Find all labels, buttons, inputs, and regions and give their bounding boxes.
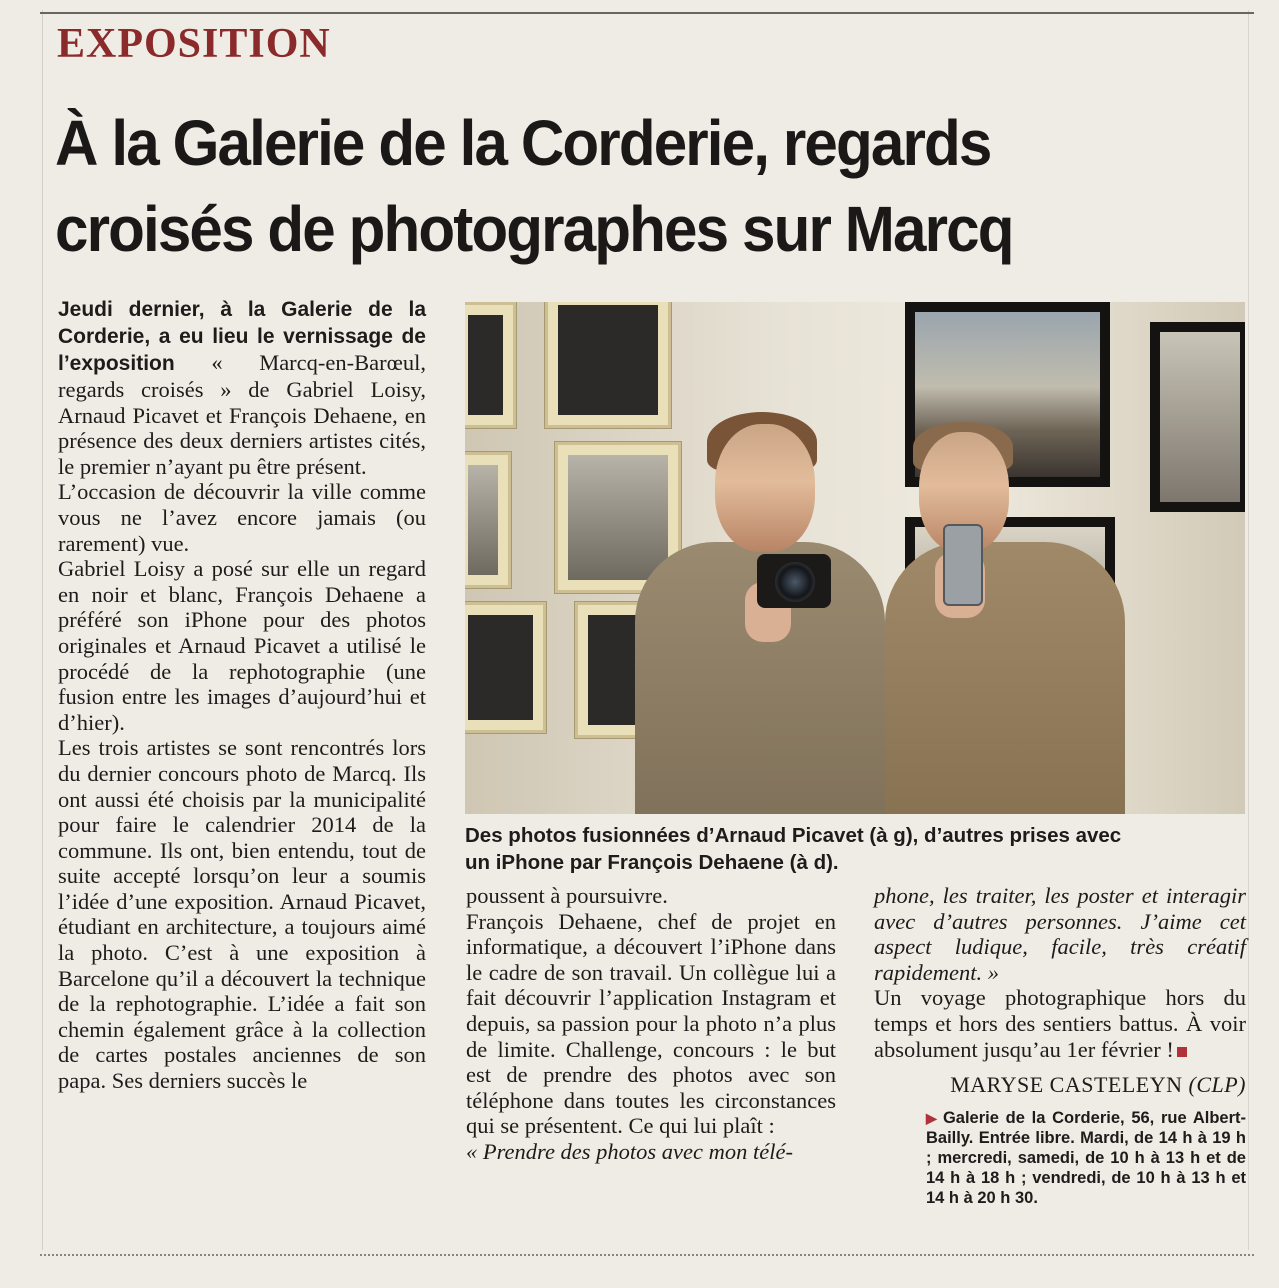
- article-headline: [55, 100, 1155, 272]
- adjacent-column-left: [2, 10, 43, 1250]
- lead-paragraph: [58, 296, 426, 479]
- practical-info: [874, 1108, 1246, 1208]
- top-rule: [40, 12, 1254, 14]
- framed-photo: [545, 302, 671, 428]
- article-photo: [465, 302, 1245, 814]
- photo-caption: [465, 822, 1255, 876]
- article-column-left: [58, 296, 426, 1094]
- lead-text: Jeudi dernier, à la Galerie de la Corderie, a eu lieu le vernissage de l’exposition: [58, 298, 426, 375]
- framed-photo: [465, 602, 546, 733]
- section-rubric: EXPOSITION: [57, 21, 331, 67]
- practical-info-text: Galerie de la Corderie, 56, rue Albert-Bailly. Entrée libre. Mardi, de 14 h à 19 h ; mercredi, samedi, de 10 h à 13 h et de 14 h à 18 h ; vendredi, de 10 h à 13 h et 14 h à 20 h 30.: [926, 1108, 1246, 1207]
- body-paragraph: L’occasion de découvrir la ville comme vous ne l’avez encore jamais (ou rarement) vue.: [58, 479, 426, 556]
- author-org: (CLP): [1188, 1072, 1246, 1098]
- caption-line-2: un iPhone par François Dehaene (à d).: [465, 851, 839, 874]
- end-bullet-icon: [1177, 1047, 1187, 1057]
- article-column-middle: [466, 883, 836, 1165]
- body-paragraph: François Dehaene, chef de projet en informatique, a découvert l’iPhone dans le cadre de son travail. Un collègue lui a fait découvrir l’application Instagram et depuis, sa passion pour la photo n’a plus de limite. Challenge, concours : le but est de prendre des photos avec son téléphone dans toutes les circonstances qui se présentent. Ce qui lui plaît :: [466, 908, 836, 1139]
- framed-photo: [1150, 322, 1245, 512]
- article-column-right: [874, 883, 1246, 1208]
- author-signature: [874, 1072, 1246, 1098]
- body-paragraph: poussent à poursuivre.: [466, 883, 668, 908]
- quote-end: phone, les traiter, les poster et interagir avec d’autres personnes. J’aime cet aspect ludique, facile, très créatif rapidement. »: [874, 883, 1246, 985]
- headline-line-1: À la Galerie de la Corderie, regards: [55, 107, 991, 179]
- lead-continuation: « Marcq-en-Barœul, regards croisés » de Gabriel Loisy, Arnaud Picavet et François Dehaene, en présence des deux derniers artistes cités, le premier n’ayant pu être présent.: [58, 350, 426, 479]
- body-paragraph: Les trois artistes se sont rencontrés lors du dernier concours photo de Marcq. Ils ont aussi été choisis par la municipalité pour faire le calendrier 2014 de la commune. Ils ont, bien entendu, tout de suite accepté lorsqu’on leur a soumis l’idée d’une exposition. Arnaud Picavet, étudiant en architecture, a toujours aimé la photo. C’est à une exposition à Barcelone qu’il a découvert la technique de la rephotographie. L’idée a fait son chemin également grâce à la collection de cartes postales anciennes de son papa. Ses derniers succès le: [58, 735, 426, 1094]
- framed-photo: [465, 452, 511, 588]
- photographer-right: [885, 422, 1125, 814]
- bottom-rule: [40, 1254, 1254, 1256]
- triangle-arrow-icon: ▶: [926, 1109, 939, 1126]
- author-name: MARYSE CASTELEYN: [950, 1072, 1183, 1098]
- camera-icon: [757, 554, 831, 608]
- headline-line-2: croisés de photographes sur Marcq: [55, 193, 1013, 265]
- caption-line-1: Des photos fusionnées d’Arnaud Picavet (à g), d’autres prises avec: [465, 824, 1122, 847]
- adjacent-column-right: [1248, 10, 1279, 1250]
- framed-photo: [465, 302, 516, 428]
- phone-icon: [943, 524, 983, 606]
- body-paragraph: Gabriel Loisy a posé sur elle un regard en noir et blanc, François Dehaene a préféré son iPhone pour des photos originales et Arnaud Picavet a utilisé le procédé de la rephotographie (une fusion entre les images d’aujourd’hui et d’hier).: [58, 556, 426, 735]
- closing-text: Un voyage photographique hors du temps et hors des sentiers battus. À voir absolument jusqu’au 1er février !: [874, 985, 1246, 1062]
- quote-start: « Prendre des photos avec mon télé-: [466, 1138, 793, 1164]
- closing-paragraph: [874, 985, 1246, 1062]
